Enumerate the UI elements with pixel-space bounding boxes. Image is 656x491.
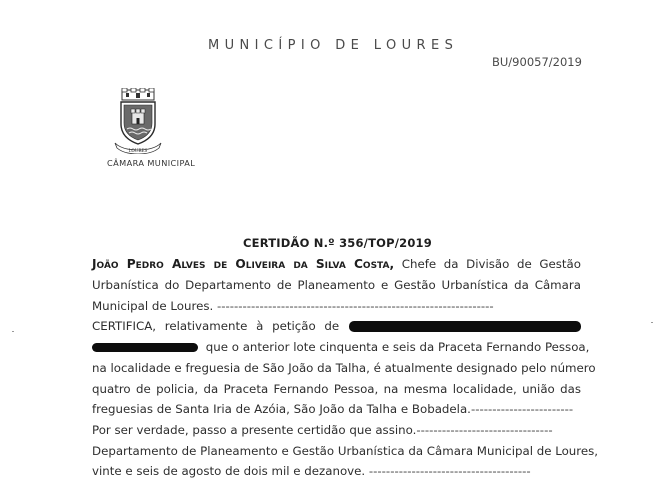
- body-line-8-text: freguesias de Santa Iria de Azóia, São João da Talha e Bobadela.: [92, 402, 471, 416]
- body-line-1: [92, 257, 581, 271]
- body-line-6: na localidade e freguesia de São João da Talha, é atualmente designado pelo número: [92, 361, 596, 375]
- body-line-10: Departamento de Planeamento e Gestão Urbanística da Câmara Municipal de Loures,: [92, 444, 599, 458]
- body-line-3: [92, 299, 494, 313]
- signatory-name: João Pedro Alves de Oliveira da Silva Costa,: [92, 257, 395, 271]
- body-line-3-dashes: -----------------------------------------------------------------: [216, 299, 494, 313]
- redacted-petitioner-name: [349, 321, 581, 332]
- body-line-3-text: Municipal de Loures.: [92, 299, 214, 313]
- loures-coat-of-arms-icon: [112, 88, 164, 154]
- emblem-motto: LOURES: [128, 148, 148, 154]
- body-line-11: [92, 464, 531, 478]
- municipal-council-caption: CÂMARA MUNICIPAL: [107, 158, 196, 168]
- municipality-heading: MUNICÍPIO DE LOURES: [208, 38, 459, 53]
- body-line-9-dashes: --------------------------------: [416, 423, 553, 437]
- body-line-9-text: Por ser verdade, passo a presente certidão que assino.: [92, 423, 417, 437]
- body-line-1-text: Chefe da Divisão de Gestão: [401, 257, 582, 271]
- body-line-11-text: vinte e seis de agosto de dois mil e dezanove.: [92, 464, 366, 478]
- body-line-11-dashes: --------------------------------------: [368, 464, 531, 478]
- body-line-9: [92, 423, 553, 437]
- body-line-4: [92, 319, 581, 333]
- certificate-title: CERTIDÃO N.º 356/TOP/2019: [243, 236, 432, 250]
- body-line-5: [92, 340, 589, 354]
- scan-mark-left: [12, 331, 14, 332]
- body-line-7: quatro de policia, da Praceta Fernando Pessoa, na mesma localidade, união das: [92, 382, 581, 396]
- body-line-8: [92, 402, 573, 416]
- body-line-5-text: que o anterior lote cinquenta e seis da Praceta Fernando Pessoa,: [205, 340, 590, 354]
- body-line-8-dashes: ------------------------: [470, 402, 574, 416]
- redacted-petition-reference: [92, 343, 198, 352]
- body-line-2: Urbanística do Departamento de Planeamento e Gestão Urbanística da Câmara: [92, 278, 581, 292]
- document-reference: BU/90057/2019: [492, 55, 582, 69]
- certifica-text: CERTIFICA, relativamente à petição de: [92, 319, 340, 333]
- scan-mark-right: [651, 322, 653, 323]
